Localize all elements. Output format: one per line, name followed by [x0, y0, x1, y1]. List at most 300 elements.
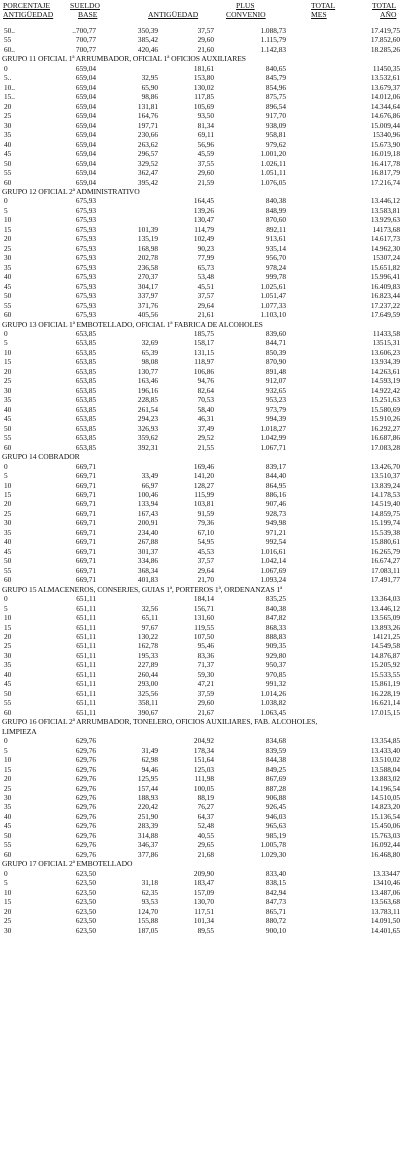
cell-plus-convenio: 29,60 [197, 35, 214, 45]
cell-porcentaje: 30 [4, 253, 12, 263]
table-row [2, 244, 402, 253]
cell-sueldo-base: 623,50 [75, 887, 96, 897]
cell-total-mes: 994,39 [265, 414, 286, 424]
cell-total-mes: 912,07 [265, 376, 286, 386]
col-header-mes: MES [311, 10, 327, 19]
table-row [2, 348, 402, 357]
cell-sueldo-base: 659,04 [75, 63, 96, 73]
cell-total-ano: 13.354,85 [370, 736, 400, 746]
cell-porcentaje: 40 [4, 139, 12, 149]
cell-plus-convenio: 21,67 [197, 707, 214, 717]
cell-sueldo-base: 653,85 [75, 423, 96, 433]
cell-plus-convenio: 45,59 [197, 149, 214, 159]
cell-porcentaje: 15 [4, 357, 12, 367]
cell-porcentaje: 45 [4, 414, 12, 424]
cell-total-mes: 839,17 [265, 461, 286, 471]
cell-sueldo-base: 675,93 [75, 224, 96, 234]
cell-porcentaje: 60 [4, 849, 12, 859]
cell-total-ano: 15.880,61 [370, 537, 400, 547]
cell-sueldo-base: 669,71 [75, 499, 96, 509]
table-row [2, 878, 402, 887]
cell-total-mes: 839,59 [265, 745, 286, 755]
cell-sueldo-base: 653,85 [75, 329, 96, 338]
cell-plus-convenio: 37,49 [197, 423, 214, 433]
cell-total-mes: 847,82 [265, 613, 286, 623]
cell-porcentaje: 40 [4, 811, 12, 821]
cell-porcentaje: 10.. [4, 82, 15, 92]
cell-antiguedad: 405,56 [137, 310, 158, 320]
cell-total-mes: 833,40 [265, 868, 286, 878]
cell-plus-convenio: 64,37 [197, 811, 214, 821]
cell-total-ano: 14.344,64 [370, 101, 400, 111]
table-row [2, 253, 402, 262]
cell-antiguedad: 350,39 [137, 26, 158, 35]
cell-antiguedad: 93,53 [141, 897, 158, 907]
cell-porcentaje: 35 [4, 527, 12, 537]
cell-porcentaje: 35 [4, 802, 12, 812]
table-row [2, 395, 402, 404]
cell-total-mes: 946,03 [265, 811, 286, 821]
cell-total-ano: 16.019,18 [370, 149, 400, 159]
cell-total-mes: 1.005,78 [260, 840, 286, 850]
table-row [2, 301, 402, 310]
table-header [0, 2, 404, 24]
cell-plus-convenio: 46,31 [197, 414, 214, 424]
table-row [2, 263, 402, 272]
cell-antiguedad: 371,76 [137, 300, 158, 310]
cell-plus-convenio: 184,14 [193, 594, 214, 604]
cell-total-ano: 16.228,19 [370, 688, 400, 698]
cell-total-mes: 999,78 [265, 272, 286, 282]
cell-sueldo-base: 623,50 [75, 897, 96, 907]
cell-porcentaje: 25 [4, 243, 12, 253]
table-row [2, 575, 402, 584]
cell-total-mes: 1.025,61 [260, 281, 286, 291]
table-row [2, 679, 402, 688]
cell-porcentaje: 50 [4, 556, 12, 566]
col-header-porcentaje: PORCENTAJE [3, 1, 51, 10]
cell-porcentaje: 30 [4, 792, 12, 802]
cell-sueldo-base: 659,04 [75, 120, 96, 130]
col-header-total-ano: TOTAL [372, 1, 397, 10]
cell-total-mes: 848,99 [265, 205, 286, 215]
cell-plus-convenio: 183,47 [193, 878, 214, 888]
cell-porcentaje: 35 [4, 262, 12, 272]
cell-total-ano: 13.510,37 [370, 471, 400, 481]
cell-antiguedad: 125,95 [137, 774, 158, 784]
cell-porcentaje: 15 [4, 224, 12, 234]
cell-total-ano: 15.009,44 [370, 120, 400, 130]
cell-antiguedad: 100,46 [137, 489, 158, 499]
table-row [2, 660, 402, 669]
cell-porcentaje: 20 [4, 101, 12, 111]
cell-porcentaje: 10 [4, 215, 12, 225]
cell-antiguedad: 157,44 [137, 783, 158, 793]
cell-total-mes: 1.077,33 [260, 300, 286, 310]
cell-sueldo-base: 659,04 [75, 130, 96, 140]
cell-total-mes: 870,90 [265, 357, 286, 367]
cell-total-mes: 1.103,10 [260, 310, 286, 320]
cell-total-ano: 15.450,06 [370, 821, 400, 831]
cell-sueldo-base: 629,76 [75, 849, 96, 859]
cell-antiguedad: 155,88 [137, 916, 158, 926]
cell-porcentaje: 45 [4, 679, 12, 689]
group-title: GRUPO 15 ALMACENEROS, CONSERJES, GUIAS 1ª, PORTEROS 1ª, ORDENANZAS 1ª [2, 584, 283, 594]
cell-sueldo-base: 651,11 [76, 622, 96, 632]
col-header-antiguedad-pct: ANTIGÜEDAD [3, 10, 54, 19]
cell-sueldo-base: 675,93 [75, 215, 96, 225]
cell-sueldo-base: 629,76 [75, 802, 96, 812]
cell-total-mes: 864,95 [265, 480, 286, 490]
cell-total-ano: 16.621,14 [370, 698, 400, 708]
cell-antiguedad: 164,76 [137, 111, 158, 121]
table-row [2, 367, 402, 376]
cell-total-mes: 949,98 [265, 518, 286, 528]
cell-antiguedad: 62,35 [141, 887, 158, 897]
cell-total-ano: 18.285,26 [370, 44, 400, 54]
cell-plus-convenio: 130,47 [193, 215, 214, 225]
cell-antiguedad: 294,23 [137, 414, 158, 424]
cell-antiguedad: 202,78 [137, 253, 158, 263]
cell-porcentaje: 0 [4, 329, 8, 338]
cell-total-ano: 13.33447 [372, 868, 400, 878]
cell-plus-convenio: 70,53 [197, 395, 214, 405]
col-header-antiguedad: ANTIGÜEDAD [148, 10, 199, 19]
cell-total-mes: 928,73 [265, 508, 286, 518]
cell-porcentaje: 55 [4, 300, 12, 310]
cell-plus-convenio: 29,52 [197, 433, 214, 443]
cell-antiguedad: 98,08 [141, 357, 158, 367]
table-row [2, 130, 402, 139]
cell-porcentaje: 20 [4, 906, 12, 916]
cell-plus-convenio: 93,50 [197, 111, 214, 121]
cell-plus-convenio: 90,23 [197, 243, 214, 253]
table-row [2, 35, 402, 44]
table-row [2, 537, 402, 546]
cell-plus-convenio: 151,64 [193, 755, 214, 765]
cell-plus-convenio: 21,61 [197, 310, 214, 320]
table-row [2, 641, 402, 650]
cell-sueldo-base: 653,85 [75, 404, 96, 414]
cell-total-mes: 906,88 [265, 792, 286, 802]
cell-porcentaje: 25 [4, 916, 12, 926]
cell-total-ano: 15.763,03 [370, 830, 400, 840]
cell-total-ano: 13.426,70 [370, 461, 400, 471]
cell-sueldo-base: 659,04 [75, 73, 96, 83]
cell-total-mes: 1.018,27 [260, 423, 286, 433]
cell-sueldo-base: 629,76 [75, 736, 96, 746]
cell-total-mes: 970,85 [265, 669, 286, 679]
cell-antiguedad: 395,42 [137, 177, 158, 187]
cell-total-ano: 14.676,86 [370, 111, 400, 121]
cell-porcentaje: 15 [4, 764, 12, 774]
cell-plus-convenio: 69,11 [197, 130, 214, 140]
cell-total-mes: 835,25 [265, 594, 286, 604]
cell-total-ano: 17.083,11 [371, 565, 400, 575]
cell-antiguedad: 401,83 [137, 575, 158, 585]
cell-sueldo-base: 669,71 [75, 480, 96, 490]
cell-porcentaje: 50 [4, 688, 12, 698]
cell-porcentaje: 60 [4, 707, 12, 717]
cell-plus-convenio: 29,60 [197, 168, 214, 178]
cell-porcentaje: 30 [4, 518, 12, 528]
cell-sueldo-base: 669,71 [75, 471, 96, 481]
cell-antiguedad: 420,46 [137, 44, 158, 54]
cell-antiguedad: 358,11 [138, 698, 158, 708]
cell-total-mes: 888,83 [265, 632, 286, 641]
cell-antiguedad: 227,89 [137, 660, 158, 670]
cell-porcentaje: 40 [4, 404, 12, 414]
cell-antiguedad: 131,81 [137, 101, 158, 111]
cell-total-ano: 13.588,04 [370, 764, 400, 774]
cell-plus-convenio: 106,86 [193, 366, 214, 376]
table-row [2, 329, 402, 338]
cell-total-ano: 14173,68 [372, 224, 400, 234]
cell-porcentaje: 45 [4, 281, 12, 291]
cell-total-ano: 13.364,03 [370, 594, 400, 604]
cell-plus-convenio: 131,60 [193, 613, 214, 623]
cell-plus-convenio: 52,48 [197, 821, 214, 831]
cell-plus-convenio: 94,76 [197, 376, 214, 386]
cell-antiguedad: 296,57 [137, 149, 158, 159]
cell-total-ano: 15.861,19 [370, 679, 400, 689]
cell-sueldo-base: 629,76 [75, 764, 96, 774]
cell-porcentaje: 60 [4, 310, 12, 320]
cell-porcentaje: 5 [4, 878, 8, 888]
cell-antiguedad: 167,43 [137, 508, 158, 518]
cell-total-ano: 15.136,54 [370, 811, 400, 821]
cell-total-ano: 13.783,11 [371, 906, 400, 916]
cell-porcentaje: 55 [4, 698, 12, 708]
cell-total-mes: 1.001,20 [260, 149, 286, 159]
cell-total-ano: 15.910,26 [370, 414, 400, 424]
cell-porcentaje: 60 [4, 575, 12, 585]
cell-antiguedad: 196,16 [137, 385, 158, 395]
group-title: GRUPO 12 OFICIAL 2ª ADMINISTRATIVO [2, 186, 140, 196]
cell-porcentaje: 55 [4, 168, 12, 178]
cell-porcentaje: 5 [4, 338, 8, 348]
cell-sueldo-base: 653,85 [75, 376, 96, 386]
cell-plus-convenio: 88,19 [197, 792, 214, 802]
cell-plus-convenio: 47,21 [197, 679, 214, 689]
cell-porcentaje: 50 [4, 830, 12, 840]
cell-antiguedad: 326,93 [137, 423, 158, 433]
cell-porcentaje: 30 [4, 385, 12, 395]
cell-total-ano: 17.649,59 [370, 310, 400, 320]
cell-sueldo-base: 669,71 [75, 575, 96, 585]
cell-total-mes: 887,28 [265, 783, 286, 793]
cell-sueldo-base: 629,76 [75, 792, 96, 802]
table-row [2, 765, 402, 774]
cell-total-ano: 16.687,86 [370, 433, 400, 443]
cell-antiguedad: 329,52 [137, 158, 158, 168]
cell-sueldo-base: 623,50 [75, 906, 96, 916]
table-row [2, 196, 402, 205]
cell-total-mes: 870,60 [265, 215, 286, 225]
cell-porcentaje: 5 [4, 745, 8, 755]
table-row [2, 793, 402, 802]
cell-sueldo-base: 675,93 [75, 196, 96, 206]
cell-plus-convenio: 21,68 [197, 849, 214, 859]
cell-plus-convenio: 54,95 [197, 537, 214, 547]
cell-total-mes: 992,54 [265, 537, 286, 547]
cell-plus-convenio: 119,55 [194, 622, 214, 632]
cell-total-mes: 971,21 [265, 527, 286, 537]
table-row [2, 802, 402, 811]
cell-antiguedad: 359,62 [137, 433, 158, 443]
table-row [2, 121, 402, 130]
cell-plus-convenio: 29,60 [197, 698, 214, 708]
cell-total-mes: 1.051,11 [260, 168, 286, 178]
table-row [2, 102, 402, 111]
cell-total-ano: 14.012,06 [370, 92, 400, 102]
cell-total-mes: 1.026,11 [260, 158, 286, 168]
cell-total-mes: 838,15 [265, 878, 286, 888]
table-row [2, 433, 402, 442]
cell-total-mes: 950,37 [265, 660, 286, 670]
cell-total-mes: 985,19 [265, 830, 286, 840]
cell-sueldo-base: 659,04 [75, 177, 96, 187]
group-title-continued: LIMPIEZA [2, 726, 37, 736]
table-row [2, 414, 402, 423]
cell-total-ano: 15.539,38 [370, 527, 400, 537]
cell-plus-convenio: 156,71 [193, 603, 214, 613]
group-title: GRUPO 11 OFICIAL 1ª ARRUMBADOR, OFICIAL 1ª OFICIOS AUXILIARES [2, 54, 246, 64]
cell-sueldo-base: 651,11 [76, 603, 96, 613]
cell-sueldo-base: 651,11 [76, 632, 96, 641]
cell-plus-convenio: 115,99 [194, 489, 214, 499]
cell-plus-convenio: 67,10 [197, 527, 214, 537]
cell-total-ano: 14.519,40 [370, 499, 400, 509]
cell-plus-convenio: 102,49 [193, 234, 214, 244]
cell-sueldo-base: 675,93 [75, 205, 96, 215]
table-row [2, 215, 402, 224]
cell-sueldo-base: 659,04 [75, 168, 96, 178]
cell-sueldo-base: 653,85 [75, 385, 96, 395]
table-row [2, 604, 402, 613]
cell-porcentaje: 10 [4, 887, 12, 897]
table-row [2, 159, 402, 168]
cell-total-ano: 13.565,09 [370, 613, 400, 623]
cell-plus-convenio: 29,64 [197, 565, 214, 575]
cell-sueldo-base: 669,71 [75, 489, 96, 499]
cell-antiguedad: 33,49 [141, 471, 158, 481]
col-header-total-mes: TOTAL [311, 1, 336, 10]
cell-total-ano: 14.549,58 [370, 641, 400, 651]
cell-porcentaje: 25 [4, 783, 12, 793]
cell-plus-convenio: 37,55 [197, 158, 214, 168]
cell-porcentaje: 10 [4, 755, 12, 765]
cell-antiguedad: 98,86 [141, 92, 158, 102]
cell-plus-convenio: 76,27 [197, 802, 214, 812]
cell-plus-convenio: 153,80 [193, 73, 214, 83]
table-row [2, 897, 402, 906]
cell-total-ano: 15.533,55 [370, 669, 400, 679]
table-row [2, 206, 402, 215]
cell-porcentaje: 60 [4, 442, 12, 452]
cell-porcentaje: 35 [4, 395, 12, 405]
cell-antiguedad: 234,40 [137, 527, 158, 537]
cell-porcentaje: 20 [4, 774, 12, 784]
table-row [2, 547, 402, 556]
cell-total-ano: 13410,46 [372, 878, 400, 888]
cell-antiguedad: 135,19 [137, 234, 158, 244]
cell-plus-convenio: 29,65 [197, 840, 214, 850]
cell-plus-convenio: 105,69 [193, 101, 214, 111]
cell-porcentaje: 20 [4, 499, 12, 509]
cell-total-mes: 1.067,69 [260, 565, 286, 575]
cell-sueldo-base: 675,93 [75, 243, 96, 253]
cell-sueldo-base: 623,50 [75, 916, 96, 926]
cell-total-ano: 15.996,41 [370, 272, 400, 282]
cell-antiguedad: 163,46 [137, 376, 158, 386]
table-row [2, 774, 402, 783]
cell-plus-convenio: 21,55 [197, 442, 214, 452]
table-row [2, 282, 402, 291]
cell-plus-convenio: 141,20 [193, 471, 214, 481]
table-row [2, 178, 402, 187]
cell-total-mes: 850,39 [265, 347, 286, 357]
cell-total-ano: 13.446,12 [370, 196, 400, 206]
cell-antiguedad: 200,91 [137, 518, 158, 528]
cell-total-ano: 11433,58 [372, 329, 400, 338]
cell-antiguedad: 66,97 [141, 480, 158, 490]
cell-porcentaje: 15 [4, 489, 12, 499]
table-row [2, 424, 402, 433]
table-row [2, 926, 402, 935]
cell-sueldo-base: 700,77 [75, 35, 96, 45]
cell-porcentaje: 0 [4, 196, 8, 206]
table-row [2, 272, 402, 281]
cell-total-ano: 17.419,75 [370, 26, 400, 35]
cell-total-ano: 14.617,73 [370, 234, 400, 244]
cell-antiguedad: 304,17 [137, 281, 158, 291]
table-row [2, 812, 402, 821]
cell-plus-convenio: 21,60 [197, 44, 214, 54]
cell-total-mes: 978,24 [265, 262, 286, 272]
table-row [2, 45, 402, 54]
cell-antiguedad: 101,39 [137, 224, 158, 234]
cell-total-ano: 13.893,26 [370, 622, 400, 632]
cell-sueldo-base: 675,93 [75, 272, 96, 282]
cell-sueldo-base: ..700,77 [72, 26, 96, 35]
cell-total-mes: 991,32 [265, 679, 286, 689]
cell-plus-convenio: 103,81 [193, 499, 214, 509]
cell-plus-convenio: 77,99 [197, 253, 214, 263]
cell-plus-convenio: 58,40 [197, 404, 214, 414]
table-row [2, 310, 402, 319]
table-row [2, 689, 402, 698]
cell-sueldo-base: 629,76 [75, 830, 96, 840]
cell-porcentaje: 55 [4, 565, 12, 575]
cell-porcentaje: 60 [4, 177, 12, 187]
cell-total-ano: 13.929,63 [370, 215, 400, 225]
cell-plus-convenio: 56,96 [197, 139, 214, 149]
cell-total-ano: 14.510,05 [370, 792, 400, 802]
cell-porcentaje: 50 [4, 423, 12, 433]
cell-total-mes: 849,25 [265, 764, 286, 774]
cell-total-ano: 16.417,78 [370, 158, 400, 168]
cell-porcentaje: 20 [4, 632, 12, 641]
cell-total-ano: 17.491,77 [370, 575, 400, 585]
cell-sueldo-base: 653,85 [75, 395, 96, 405]
cell-antiguedad: 337,97 [137, 291, 158, 301]
cell-porcentaje: 20 [4, 366, 12, 376]
cell-total-mes: 1.142,83 [260, 44, 286, 54]
cell-antiguedad: 195,33 [137, 650, 158, 660]
cell-plus-convenio: 209,90 [193, 868, 214, 878]
cell-plus-convenio: 128,27 [193, 480, 214, 490]
